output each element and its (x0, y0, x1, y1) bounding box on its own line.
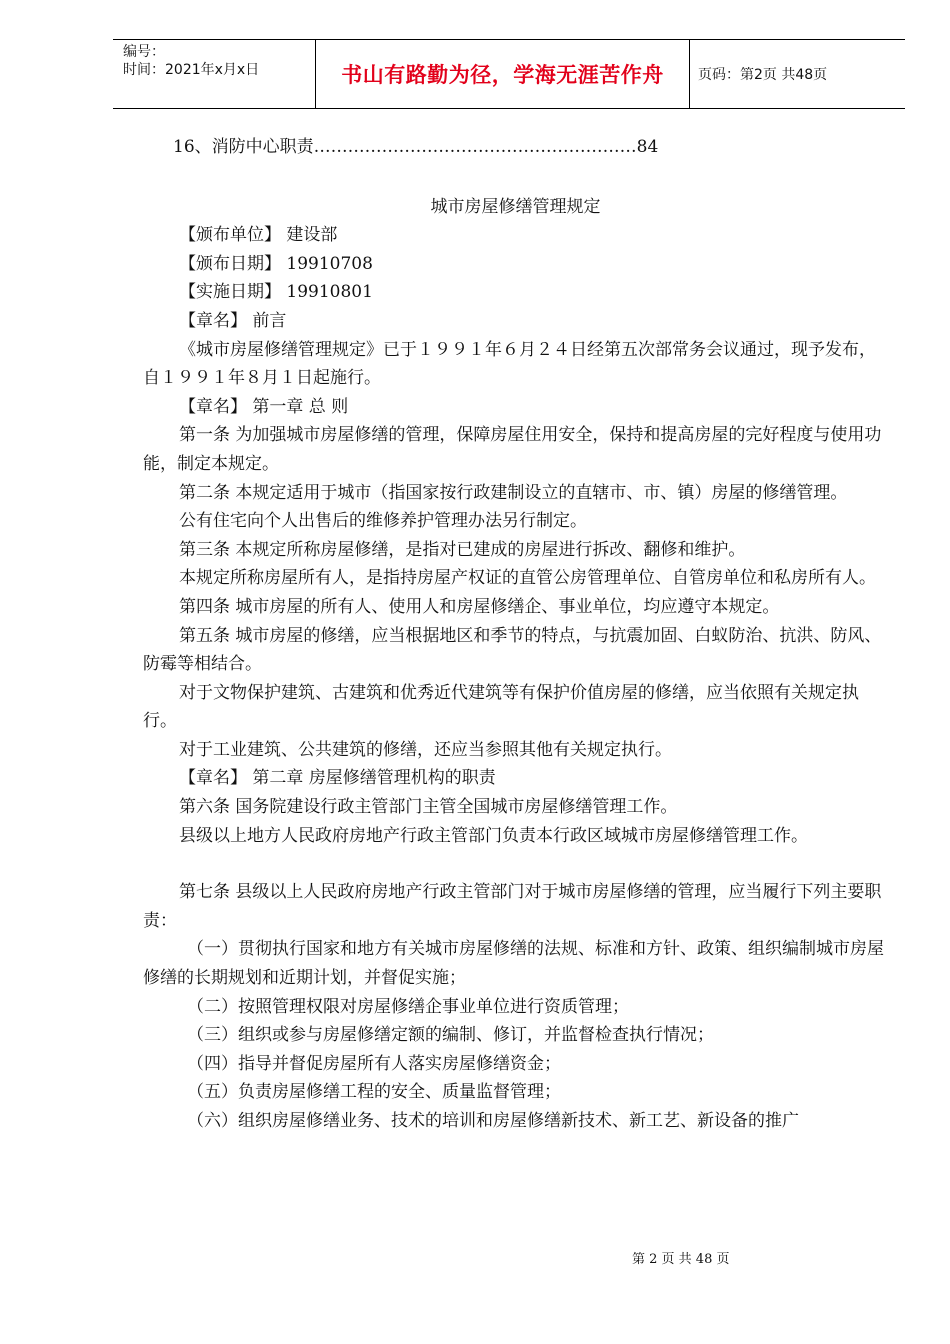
paragraph: 【实施日期】 19910801 (179, 282, 373, 303)
paragraph: 第一条 为加强城市房屋修缮的管理，保障房屋住用安全，保持和提高房屋的完好程度与使用功能，制定本规定。 (143, 425, 882, 474)
time-label: 时间：2021年x月x日 (123, 62, 260, 78)
header-motto: 书山有路勤为径，学海无涯苦作舟 (341, 63, 664, 87)
paragraph: 第六条 国务院建设行政主管部门主管全国城市房屋修缮管理工作。 (179, 797, 678, 818)
paragraph: （五）负责房屋修缮工程的安全、质量监督管理； (187, 1082, 561, 1103)
paragraph: 第三条 本规定所称房屋修缮，是指对已建成的房屋进行拆改、翻修和维护。 (179, 539, 746, 560)
paragraph: 对于工业建筑、公共建筑的修缮，还应当参照其他有关规定执行。 (179, 739, 672, 760)
paragraph: 【章名】 第二章 房屋修缮管理机构的职责 (179, 768, 496, 789)
paragraph: 第五条 城市房屋的修缮，应当根据地区和季节的特点，与抗震加固、白蚁防治、抗洪、防风、防霉等相结合。 (143, 625, 882, 675)
header-page-label: 页码：第2页 共48页 (698, 67, 828, 83)
paragraph: （三）组织或参与房屋修缮定额的编制、修订，并监督检查执行情况； (187, 1025, 714, 1046)
paragraph: （四）指导并督促房屋所有人落实房屋修缮资金； (187, 1053, 561, 1074)
paragraph: 【颁布日期】 19910708 (179, 253, 373, 274)
paragraph: 本规定所称房屋所有人，是指持房屋产权证的直管公房管理单位、自管房单位和私房所有人。 (179, 568, 876, 589)
paragraph: 《城市房屋修缮管理规定》已于１９９１年６月２４日经第五次部常务会议通过，现予发布，自１９９１年８月１日起施行。 (143, 339, 876, 389)
toc-line: 16、消防中心职责…………………………………………………84 (173, 137, 659, 157)
paragraph: 第四条 城市房屋的所有人、使用人和房屋修缮企、事业单位，均应遵守本规定。 (179, 596, 780, 617)
blank-line (143, 850, 888, 878)
header-meta (113, 40, 315, 108)
paragraph: （二）按照管理权限对房屋修缮企事业单位进行资质管理； (187, 996, 629, 1017)
code-label: 编号： (123, 44, 165, 60)
paragraph: （一）贯彻执行国家和地方有关城市房屋修缮的法规、标准和方针、政策、组织编制城市房屋修缮的长期规划和近期计划，并督促实施； (143, 939, 884, 989)
page-footer: 第 2 页 共 48 页 (632, 1252, 730, 1267)
paragraph: 【颁布单位】 建设部 (179, 225, 338, 246)
paragraph: （六）组织房屋修缮业务、技术的培训和房屋修缮新技术、新工艺、新设备的推广 (187, 1111, 799, 1131)
paragraph: 【章名】 前言 (179, 310, 287, 331)
paragraph-list (143, 221, 888, 1135)
paragraph: 县级以上地方人民政府房地产行政主管部门负责本行政区域城市房屋修缮管理工作。 (179, 825, 808, 846)
paragraph: 公有住宅向个人出售后的维修养护管理办法另行制定。 (179, 511, 587, 532)
document-title: 城市房屋修缮管理规定 (430, 196, 601, 217)
paragraph: 【章名】 第一章 总 则 (179, 396, 349, 417)
paragraph: 第七条 县级以上人民政府房地产行政主管部门对于城市房屋修缮的管理，应当履行下列主要职责： (143, 882, 882, 931)
document-body (143, 133, 888, 1136)
paragraph: 第二条 本规定适用于城市（指国家按行政建制设立的直辖市、市、镇）房屋的修缮管理。 (179, 482, 848, 503)
paragraph: 对于文物保护建筑、古建筑和优秀近代建筑等有保护价值房屋的修缮，应当依照有关规定执行。 (143, 682, 859, 732)
page-header (113, 39, 905, 109)
